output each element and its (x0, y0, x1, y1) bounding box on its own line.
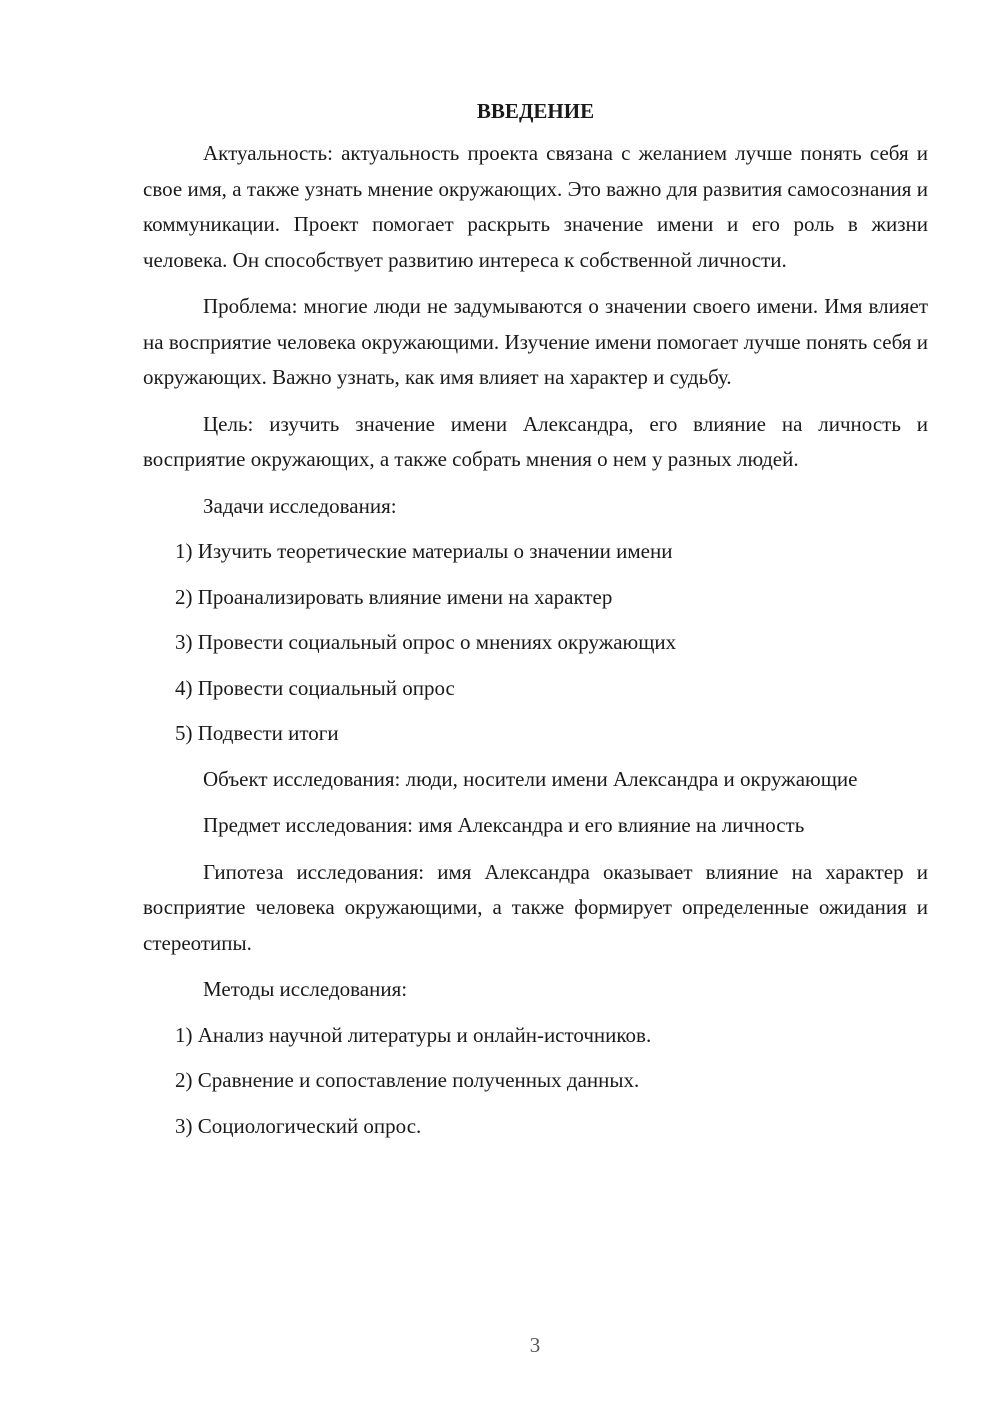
list-item: 1) Изучить теоретические материалы о значении имени (175, 539, 673, 563)
list-item: 1) Анализ научной литературы и онлайн-источников. (175, 1022, 652, 1047)
list-item: 2) Сравнение и сопоставление полученных данных. (175, 1068, 640, 1092)
methods-heading: Методы исследования: (203, 977, 408, 1001)
list-item: 2) Проанализировать влияние имени на характер (175, 584, 613, 609)
relevance-paragraph: Актуальность: актуальность проекта связана с желанием лучше понять себя и свое имя, а также узнать мнение окружающих. Это важно для развития самосознания и коммуникации. Проект помогает раскрыть значение имени и его роль в жизни человека. Он способствует развитию интереса к собственной личности. (143, 141, 928, 272)
section-title: ВВЕДЕНИЕ (476, 99, 595, 123)
goal-paragraph: Цель: изучить значение имени Александра, его влияние на личность и восприятие окружающих, а также собрать мнения о нем у разных людей. (143, 411, 928, 471)
subject-paragraph: Предмет исследования: имя Александра и его влияние на личность (203, 813, 805, 837)
list-item: 3) Провести социальный опрос о мнениях окружающих (175, 630, 677, 654)
page-number: 3 (529, 1333, 541, 1357)
methods-list (143, 1018, 928, 1145)
list-item: 4) Провести социальный опрос (175, 675, 455, 700)
object-paragraph: Объект исследования: люди, носители имени Александра и окружающие (203, 766, 858, 791)
hypothesis-paragraph: Гипотеза исследования: имя Александра оказывает влияние на характер и восприятие человека окружающими, а также формирует определенные ожидания и стереотипы. (143, 859, 928, 955)
list-item: 3) Социологический опрос. (175, 1113, 422, 1138)
tasks-heading: Задачи исследования: (203, 493, 397, 518)
document-page (143, 96, 928, 1154)
tasks-list (143, 534, 928, 752)
problem-paragraph: Проблема: многие люди не задумываются о значении своего имени. Имя влияет на восприятие человека окружающими. Изучение имени помогает лучше понять себя и окружающих. Важно узнать, как имя влияет на характер и судьбу. (143, 294, 928, 389)
list-item: 5) Подвести итоги (175, 721, 339, 745)
